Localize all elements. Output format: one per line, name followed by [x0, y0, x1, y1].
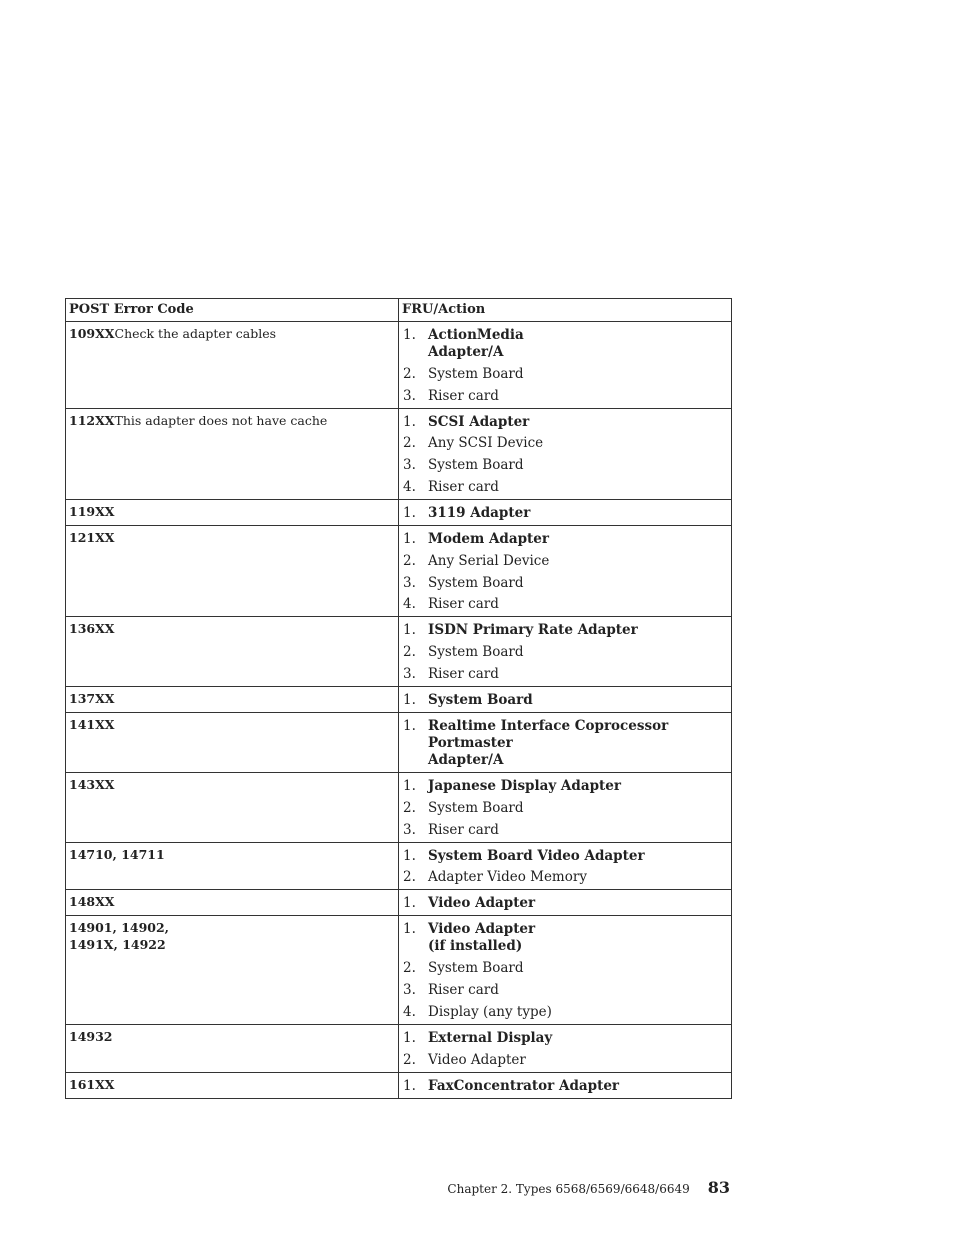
list-item-number: 1.	[403, 717, 416, 734]
fru-action-text-line: Video Adapter	[428, 1051, 526, 1068]
error-code: 143XX	[69, 776, 115, 792]
fru-action-cell	[399, 842, 732, 890]
fru-action-list	[402, 692, 728, 709]
fru-action-text-line: (if installed)	[428, 938, 523, 955]
fru-action-list	[402, 1030, 728, 1069]
list-item	[402, 778, 728, 795]
page-footer	[447, 1178, 730, 1197]
fru-action-list	[402, 505, 728, 522]
post-error-code-cell	[66, 322, 399, 409]
list-item-number: 1.	[403, 1077, 416, 1094]
post-error-code-cell	[66, 499, 399, 525]
fru-action-text	[428, 692, 728, 709]
post-error-code-cell	[66, 617, 399, 687]
fru-action-list	[402, 921, 728, 1020]
list-item-number: 3.	[403, 457, 416, 474]
fru-action-text	[428, 505, 728, 522]
fru-action-text-line: Any Serial Device	[428, 552, 550, 569]
list-item	[402, 553, 728, 570]
fru-action-text-line: FaxConcentrator Adapter	[428, 1077, 620, 1094]
fru-action-list	[402, 622, 728, 683]
post-error-code-cell	[66, 686, 399, 712]
error-code: 109XX	[69, 326, 115, 341]
fru-action-text-line: System Board	[428, 691, 533, 708]
list-item-number: 3.	[403, 821, 416, 838]
table-row	[66, 712, 732, 772]
list-item	[402, 895, 728, 912]
list-item	[402, 457, 728, 474]
list-item	[402, 414, 728, 431]
list-item-number: 2.	[403, 869, 416, 886]
fru-action-text	[428, 531, 728, 548]
fru-action-text-line: Adapter/A	[428, 751, 504, 768]
fru-action-text	[428, 1004, 728, 1021]
fru-action-text	[428, 457, 728, 474]
fru-action-cell	[399, 686, 732, 712]
fru-action-text-line: Modem Adapter	[428, 530, 549, 547]
list-item	[402, 1052, 728, 1069]
fru-action-cell	[399, 890, 732, 916]
fru-action-text	[428, 644, 728, 661]
list-item-number: 3.	[403, 574, 416, 591]
list-item-number: 4.	[403, 596, 416, 613]
list-item-number: 2.	[403, 799, 416, 816]
list-item-number: 2.	[403, 435, 416, 452]
list-item-number: 1.	[403, 691, 416, 708]
post-error-code-cell	[66, 525, 399, 616]
list-item	[402, 531, 728, 548]
fru-action-text	[428, 666, 728, 683]
error-code-line: 1491X, 14922	[69, 937, 166, 953]
fru-action-cell	[399, 712, 732, 772]
table-row	[66, 1072, 732, 1098]
footer-chapter: Chapter 2. Types 6568/6569/6648/6649	[447, 1182, 690, 1196]
fru-action-text-line: System Board	[428, 799, 524, 816]
fru-action-text-line: System Board	[428, 644, 524, 661]
fru-action-text	[428, 778, 728, 795]
error-code-line: 14901, 14902,	[69, 920, 170, 936]
fru-action-text-line: System Board	[428, 960, 524, 977]
fru-action-text-line: Realtime Interface Coprocessor Portmaster	[428, 717, 669, 751]
table-row	[66, 686, 732, 712]
error-code: 112XX	[69, 412, 115, 428]
error-code: 161XX	[69, 1076, 115, 1092]
fru-action-list	[402, 848, 728, 887]
list-item-number: 1.	[403, 847, 416, 864]
fru-action-cell	[399, 525, 732, 616]
list-item	[402, 435, 728, 452]
list-item-number: 1.	[403, 530, 416, 547]
table-body	[66, 322, 732, 1099]
list-item	[402, 800, 728, 817]
header-fru-action: FRU/Action	[399, 299, 732, 322]
fru-action-text	[428, 800, 728, 817]
fru-action-text	[428, 822, 728, 839]
fru-action-text-line: Riser card	[428, 821, 499, 838]
fru-action-text-line: Adapter/A	[428, 344, 504, 360]
fru-action-text	[428, 553, 728, 570]
header-post-error-code: POST Error Code	[66, 299, 399, 322]
fru-action-text-line: ActionMedia	[428, 327, 524, 343]
list-item-number: 1.	[403, 895, 416, 912]
list-item-number: 2.	[403, 644, 416, 661]
fru-action-cell	[399, 322, 732, 409]
list-item-number: 1.	[403, 327, 416, 343]
fru-action-text-line: Video Adapter	[428, 921, 536, 938]
fru-action-text-line: Any SCSI Device	[428, 435, 544, 452]
table-row	[66, 525, 732, 616]
fru-action-list	[402, 718, 728, 769]
table-row	[66, 408, 732, 499]
list-item	[402, 479, 728, 496]
fru-action-cell	[399, 916, 732, 1024]
list-item-number: 1.	[403, 504, 416, 521]
list-item	[402, 1004, 728, 1021]
list-item	[402, 596, 728, 613]
post-error-code-cell	[66, 408, 399, 499]
list-item	[402, 622, 728, 639]
list-item-number: 3.	[403, 665, 416, 682]
table-row	[66, 322, 732, 409]
fru-action-text-line: System Board Video Adapter	[428, 847, 645, 864]
list-item-number: 1.	[403, 413, 416, 430]
list-item-number: 2.	[403, 365, 416, 382]
list-item-number: 4.	[403, 478, 416, 495]
table-row	[66, 890, 732, 916]
fru-action-list	[402, 778, 728, 839]
fru-action-cell	[399, 617, 732, 687]
fru-action-text-line: Riser card	[428, 478, 499, 495]
list-item	[402, 1078, 728, 1095]
fru-action-text	[428, 414, 728, 431]
fru-action-text	[428, 327, 728, 361]
fru-action-list	[402, 414, 728, 496]
list-item-number: 3.	[403, 387, 416, 404]
fru-action-text	[428, 921, 728, 955]
fru-action-text-line: Display (any type)	[428, 1003, 552, 1020]
error-code: 14710, 14711	[69, 846, 165, 862]
list-item	[402, 869, 728, 886]
error-code: 137XX	[69, 690, 115, 706]
list-item	[402, 388, 728, 405]
fru-action-text	[428, 1052, 728, 1069]
table-header-row	[66, 299, 732, 322]
fru-action-text	[428, 435, 728, 452]
list-item-number: 4.	[403, 1003, 416, 1020]
list-item	[402, 366, 728, 383]
list-item-number: 2.	[403, 552, 416, 569]
list-item	[402, 718, 728, 769]
fru-action-cell	[399, 1072, 732, 1098]
fru-action-list	[402, 895, 728, 912]
fru-action-text-line: ISDN Primary Rate Adapter	[428, 622, 638, 639]
fru-action-cell	[399, 1024, 732, 1072]
fru-action-text-line: System Board	[428, 457, 524, 474]
error-code: 121XX	[69, 529, 115, 545]
list-item	[402, 575, 728, 592]
list-item	[402, 822, 728, 839]
error-code: 136XX	[69, 621, 115, 637]
list-item-number: 2.	[403, 960, 416, 977]
list-item-number: 1.	[403, 1029, 416, 1046]
table-row	[66, 916, 732, 1024]
fru-action-text	[428, 388, 728, 405]
list-item	[402, 921, 728, 955]
list-item	[402, 1030, 728, 1047]
fru-action-text-line: 3119 Adapter	[428, 504, 531, 521]
fru-action-text-line: Riser card	[428, 387, 499, 404]
fru-action-cell	[399, 408, 732, 499]
fru-action-list	[402, 531, 728, 613]
fru-action-text	[428, 1078, 728, 1095]
fru-action-text-line: Japanese Display Adapter	[428, 777, 621, 794]
fru-action-text-line: Riser card	[428, 596, 499, 613]
error-description: Check the adapter cables	[114, 326, 277, 341]
fru-action-text-line: External Display	[428, 1029, 553, 1046]
error-code: 141XX	[69, 716, 115, 732]
fru-action-text	[428, 982, 728, 999]
post-error-code-cell	[66, 1024, 399, 1072]
table-row	[66, 499, 732, 525]
page-number: 83	[707, 1178, 730, 1197]
table-row	[66, 617, 732, 687]
fru-action-text-line: System Board	[428, 365, 524, 382]
fru-action-text	[428, 575, 728, 592]
post-error-code-cell	[66, 916, 399, 1024]
list-item	[402, 692, 728, 709]
error-code: 14932	[69, 1028, 113, 1044]
fru-action-text	[428, 848, 728, 865]
fru-action-text	[428, 960, 728, 977]
error-code: 148XX	[69, 894, 115, 910]
post-error-code-cell	[66, 772, 399, 842]
list-item-number: 1.	[403, 777, 416, 794]
error-code: 119XX	[69, 503, 115, 519]
table-row	[66, 1024, 732, 1072]
fru-action-text	[428, 1030, 728, 1047]
fru-action-text-line: System Board	[428, 574, 524, 591]
table-row	[66, 772, 732, 842]
list-item	[402, 327, 728, 361]
fru-action-text-line: Riser card	[428, 981, 499, 998]
fru-action-list	[402, 1078, 728, 1095]
post-error-table	[65, 298, 732, 1099]
error-description: This adapter does not have cache	[114, 412, 328, 428]
fru-action-text-line: Riser card	[428, 665, 499, 682]
list-item-number: 1.	[403, 622, 416, 639]
list-item	[402, 505, 728, 522]
post-error-code-cell	[66, 712, 399, 772]
fru-action-list	[402, 327, 728, 405]
list-item-number: 3.	[403, 981, 416, 998]
list-item-number: 2.	[403, 1051, 416, 1068]
fru-action-text	[428, 479, 728, 496]
fru-action-text	[428, 596, 728, 613]
post-error-code-cell	[66, 1072, 399, 1098]
list-item	[402, 960, 728, 977]
fru-action-cell	[399, 772, 732, 842]
fru-action-cell	[399, 499, 732, 525]
fru-action-text	[428, 718, 728, 769]
fru-action-text-line: Video Adapter	[428, 895, 536, 912]
table-row	[66, 842, 732, 890]
post-error-code-cell	[66, 842, 399, 890]
post-error-code-cell	[66, 890, 399, 916]
list-item	[402, 848, 728, 865]
fru-action-text	[428, 869, 728, 886]
list-item	[402, 666, 728, 683]
fru-action-text-line: Adapter Video Memory	[428, 869, 587, 886]
list-item-number: 1.	[403, 921, 416, 938]
list-item	[402, 644, 728, 661]
fru-action-text-line: SCSI Adapter	[428, 413, 530, 430]
fru-action-text	[428, 622, 728, 639]
fru-action-text	[428, 366, 728, 383]
list-item	[402, 982, 728, 999]
fru-action-text	[428, 895, 728, 912]
